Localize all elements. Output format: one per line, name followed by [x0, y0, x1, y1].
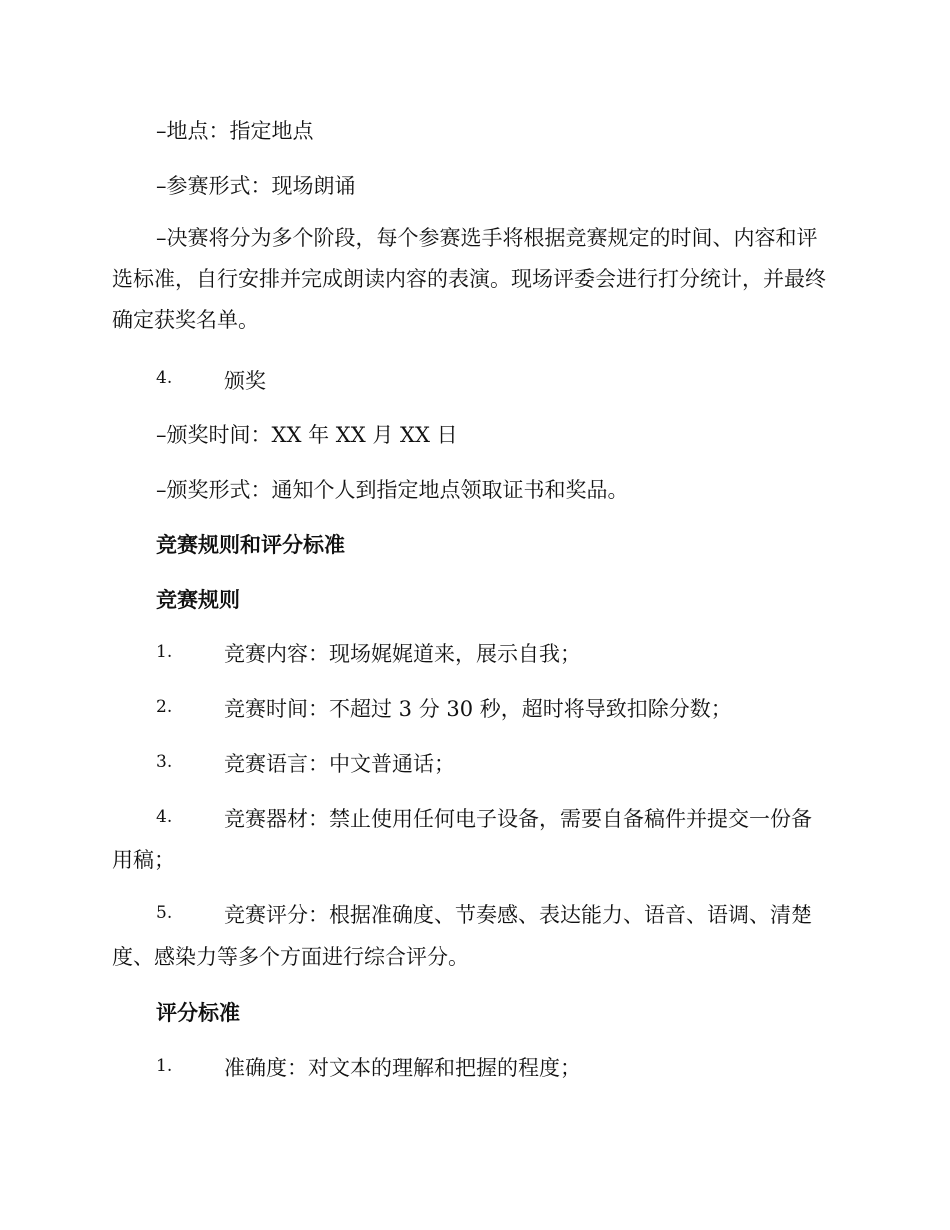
rule-number: 2.: [156, 697, 173, 717]
rule-item: 竞赛评分：根据准确度、节奏感、表达能力、语音、语调、清楚: [224, 903, 812, 927]
rule-number: 3.: [156, 752, 173, 772]
format-line: –参赛形式：现场朗诵: [156, 174, 356, 198]
criteria-item: 准确度：对文本的理解和把握的程度；: [224, 1056, 581, 1080]
criteria-heading: 评分标准: [156, 1000, 240, 1025]
final-description-text: –决赛将分为多个阶段，每个参赛选手将根据竞赛规定的时间、内容和评选标准，自行安排并完成朗读内容的表演。现场评委会进行打分统计，并最终确定获奖名单。: [112, 226, 826, 332]
location-line: –地点：指定地点: [156, 119, 314, 143]
rule-item: 竞赛时间：不超过 3 分 30 秒，超时将导致扣除分数；: [224, 697, 732, 721]
rule-item-continued: 用稿；: [112, 848, 175, 872]
criteria-number: 1.: [156, 1056, 173, 1076]
final-description: [112, 218, 832, 341]
rule-item: 竞赛内容：现场娓娓道来，展示自我；: [224, 642, 581, 666]
award-title: 颁奖: [224, 369, 266, 393]
rule-item: 竞赛语言：中文普通话；: [224, 752, 455, 776]
rule-number: 5.: [156, 903, 173, 923]
award-number: 4.: [156, 368, 173, 388]
rule-number: 4.: [156, 807, 173, 827]
section-title: 竞赛规则和评分标准: [156, 532, 345, 557]
rule-item-continued: 度、感染力等多个方面进行综合评分。: [112, 945, 469, 969]
rule-number: 1.: [156, 642, 173, 662]
award-form: –颁奖形式：通知个人到指定地点领取证书和奖品。: [156, 478, 629, 502]
rule-item: 竞赛器材：禁止使用任何电子设备，需要自备稿件并提交一份备: [224, 807, 812, 831]
award-time: –颁奖时间：XX 年 XX 月 XX 日: [156, 423, 458, 447]
rules-heading: 竞赛规则: [156, 587, 240, 612]
